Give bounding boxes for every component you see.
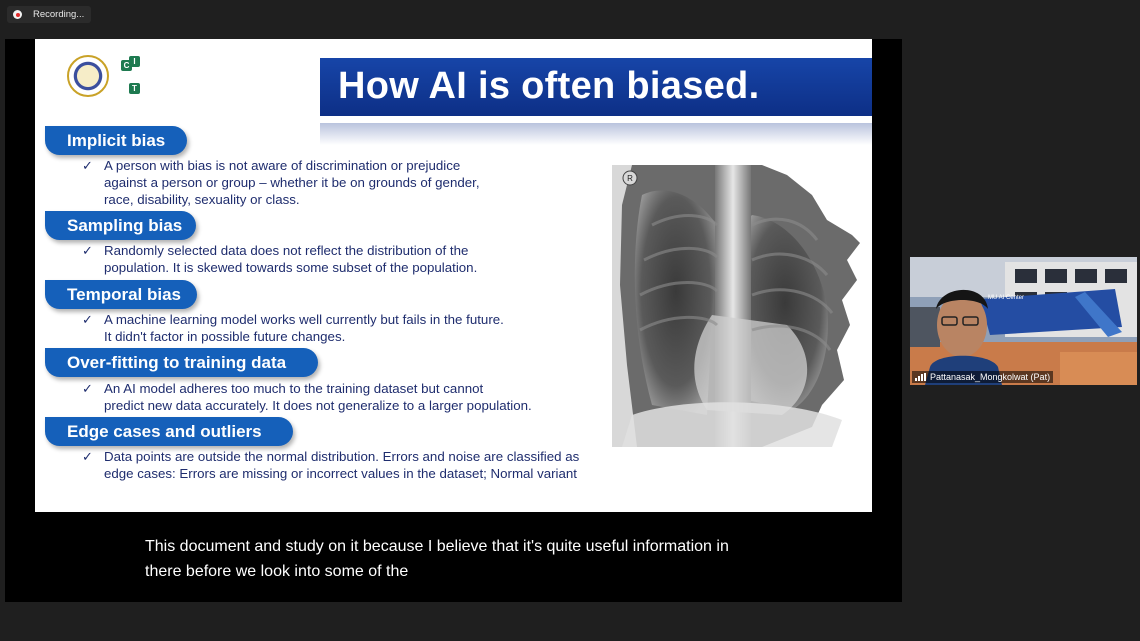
ict-logo-letter: C — [121, 60, 132, 71]
xray-side-marker: R — [627, 174, 633, 183]
building-sign: MU AI Center — [988, 295, 1025, 301]
section-heading-temporal-bias: Temporal bias — [45, 280, 197, 309]
bullet-line: predict new data accurately. It does not generalize to a larger population. — [104, 398, 532, 413]
bullet-line: Data points are outside the normal distribution. Errors and noise are classified as — [104, 449, 580, 464]
ict-logo — [121, 56, 141, 96]
checkmark-icon: ✓ — [82, 243, 93, 258]
checkmark-icon: ✓ — [82, 449, 93, 464]
section-heading-edge-cases: Edge cases and outliers — [45, 417, 293, 446]
bullet-line: A person with bias is not aware of discrimination or prejudice — [104, 158, 461, 173]
participant-name: Pattanasak_Mongkolwat (Pat) — [930, 372, 1051, 382]
live-caption — [145, 534, 729, 584]
title-bar-gradient — [320, 123, 872, 145]
checkmark-icon: ✓ — [82, 158, 93, 173]
presentation-slide — [35, 39, 872, 512]
caption-line: there before we look into some of the — [145, 563, 409, 580]
bullet-line: An AI model adheres too much to the training dataset but cannot — [104, 381, 484, 396]
caption-line: This document and study on it because I believe that it's quite useful information in — [145, 538, 729, 555]
bullet-line: against a person or group – whether it be on grounds of gender, — [104, 175, 480, 190]
slide-title: How AI is often biased. — [338, 65, 760, 107]
bullet-line: race, disability, sexuality or class. — [104, 192, 300, 207]
slide-title-bar — [320, 58, 872, 116]
signal-strength-icon — [915, 373, 926, 381]
participant-name-label — [912, 371, 1053, 383]
participant-video — [910, 257, 1137, 385]
university-seal-logo — [67, 55, 109, 97]
record-icon — [13, 10, 22, 19]
checkmark-icon: ✓ — [82, 381, 93, 396]
chest-xray-image — [612, 165, 862, 447]
ict-logo-letter: T — [129, 83, 140, 94]
bullet-line: Randomly selected data does not reflect the distribution of the — [104, 243, 469, 258]
recording-indicator[interactable] — [7, 6, 91, 23]
ict-logo-letter: I — [129, 56, 140, 67]
checkmark-icon: ✓ — [82, 312, 93, 327]
recording-label: Recording... — [33, 9, 85, 20]
bullet-line: A machine learning model works well currently but fails in the future. — [104, 312, 504, 327]
section-heading-implicit-bias: Implicit bias — [45, 126, 187, 155]
section-heading-sampling-bias: Sampling bias — [45, 211, 196, 240]
bullet-line: It didn't factor in possible future changes. — [104, 329, 346, 344]
participant-video-tile[interactable] — [910, 257, 1137, 385]
section-heading-over-fitting: Over-fitting to training data — [45, 348, 318, 377]
bullet-line: population. It is skewed towards some subset of the population. — [104, 260, 478, 275]
bullet-line: edge cases: Errors are missing or incorrect values in the dataset; Normal variant — [104, 466, 577, 481]
